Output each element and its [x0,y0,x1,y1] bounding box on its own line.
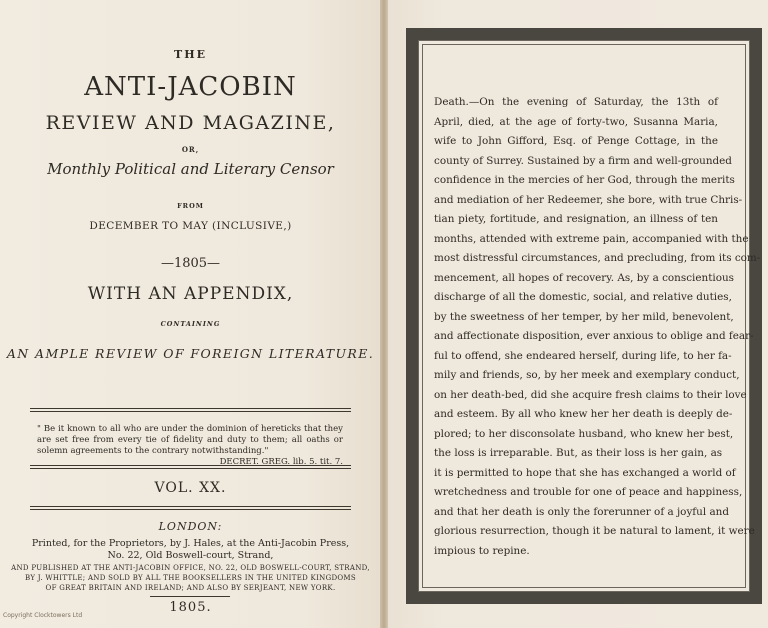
obituary-line: wretchedness and trouble for one of peace and happiness, [434,486,743,498]
epigraph-text: " Be it known to all who are under the dominion of hereticks that they are set free from every tie of fidelity and duty to them; all oaths or solemn agreements to the contrary notwithstanding." [37,424,343,456]
epigraph-source: DECRET. GREG. lib. 5. tit. 7. [219,457,343,467]
imprint-rule [30,506,351,510]
imprint-place: LONDON: [158,520,223,533]
obituary-line: ful to offend, she endeared herself, during life, to her fa- [434,349,732,362]
volume-number: VOL. XX. [154,480,227,496]
journal-title: ANTI-JACOBIN [84,72,297,102]
obituary-line: wife to John Gifford, Esq. of Penge Cottage, in the [434,135,718,147]
obituary-line: mily and friends, so, by her meek and exemplary conduct, [434,369,740,381]
obituary-line: the loss is irreparable. But, as their loss is her gain, as [434,447,723,459]
obituary-line: county of Surrey. Sustained by a firm and well-grounded [434,154,732,167]
issue-range: DECEMBER TO MAY (INCLUSIVE,) [89,220,292,232]
obituary-line: it is permitted to hope that she has exchanged a world of [434,466,736,479]
upper-double-rule [30,408,351,412]
obituary-line: most distressful circumstances, and precluding, from its com- [434,252,761,264]
obituary-line: and esteem. By all who knew her her death is deeply de- [434,408,733,420]
obituary-line: impious to repine. [434,544,530,557]
publisher-line-3: OF GREAT BRITAIN AND IRELAND; AND ALSO BY SERJEANT, NEW YORK. [45,584,336,592]
copyright-watermark: Copyright Clocktowers Ltd [3,612,83,619]
obituary-line: months, attended with extreme pain, accompanied with the [434,232,749,245]
appendix-line: WITH AN APPENDIX, [87,284,294,304]
obituary-line: and mediation of her Redeemer, she bore, with true Chris- [434,193,743,206]
obituary-line: Death.—On the evening of Saturday, the 13th of [434,96,718,108]
date-rule [150,596,230,597]
book-gutter [380,0,388,628]
obituary-line: tian piety, fortitude, and resignation, an illness of ten [434,213,718,225]
publisher-line-1: AND PUBLISHED AT THE ANTI-JACOBIN OFFICE, NO. 22, OLD BOSWELL-COURT, STRAND, [11,564,370,572]
printer-line-2: No. 22, Old Boswell-court, Strand, [107,550,274,561]
obituary-line: confidence in the mercies of her God, through the merits [434,174,735,186]
obituary-line: by the sweetness of her temper, by her mild, benevolent, [434,310,734,323]
lower-double-rule [30,465,351,469]
obituary-line: April, died, at the age of forty-two, Susanna Maria, [434,115,718,128]
publisher-line-2: BY J. WHITTLE; AND SOLD BY ALL THE BOOKSELLERS IN THE UNITED KINGDOMS [25,574,356,582]
obituary-line: plored; to her disconsolate husband, who knew her best, [434,427,734,440]
obituary-line: discharge of all the domestic, social, and relative duties, [434,291,732,303]
journal-subtitle: REVIEW AND MAGAZINE, [45,112,336,134]
issue-year: —1805— [160,256,221,271]
obituary-line: and affectionate disposition, ever anxious to oblige and fear- [434,330,754,342]
obituary-line: on her death-bed, did she acquire fresh claims to their love [434,388,747,401]
obituary-line: glorious resurrection, though it be natural to lament, it were [434,525,755,537]
imprint-date: 1805. [169,600,212,615]
foreign-review-line: AN AMPLE REVIEW OF FOREIGN LITERATURE. [6,346,375,361]
from-label: FROM [177,202,204,210]
obituary-line: mencement, all hopes of recovery. As, by a conscientious [434,271,734,284]
censor-line: Monthly Political and Literary Censor [47,160,334,178]
epigraph [37,424,343,468]
obituary-line: and that her death is only the forerunner of a joyful and [434,505,730,518]
or-label: OR, [181,145,200,154]
title-article: THE [174,48,207,61]
containing-label: CONTAINING [160,320,221,328]
printer-line-1: Printed, for the Proprietors, by J. Hales, at the Anti-Jacobin Press, [31,538,350,549]
